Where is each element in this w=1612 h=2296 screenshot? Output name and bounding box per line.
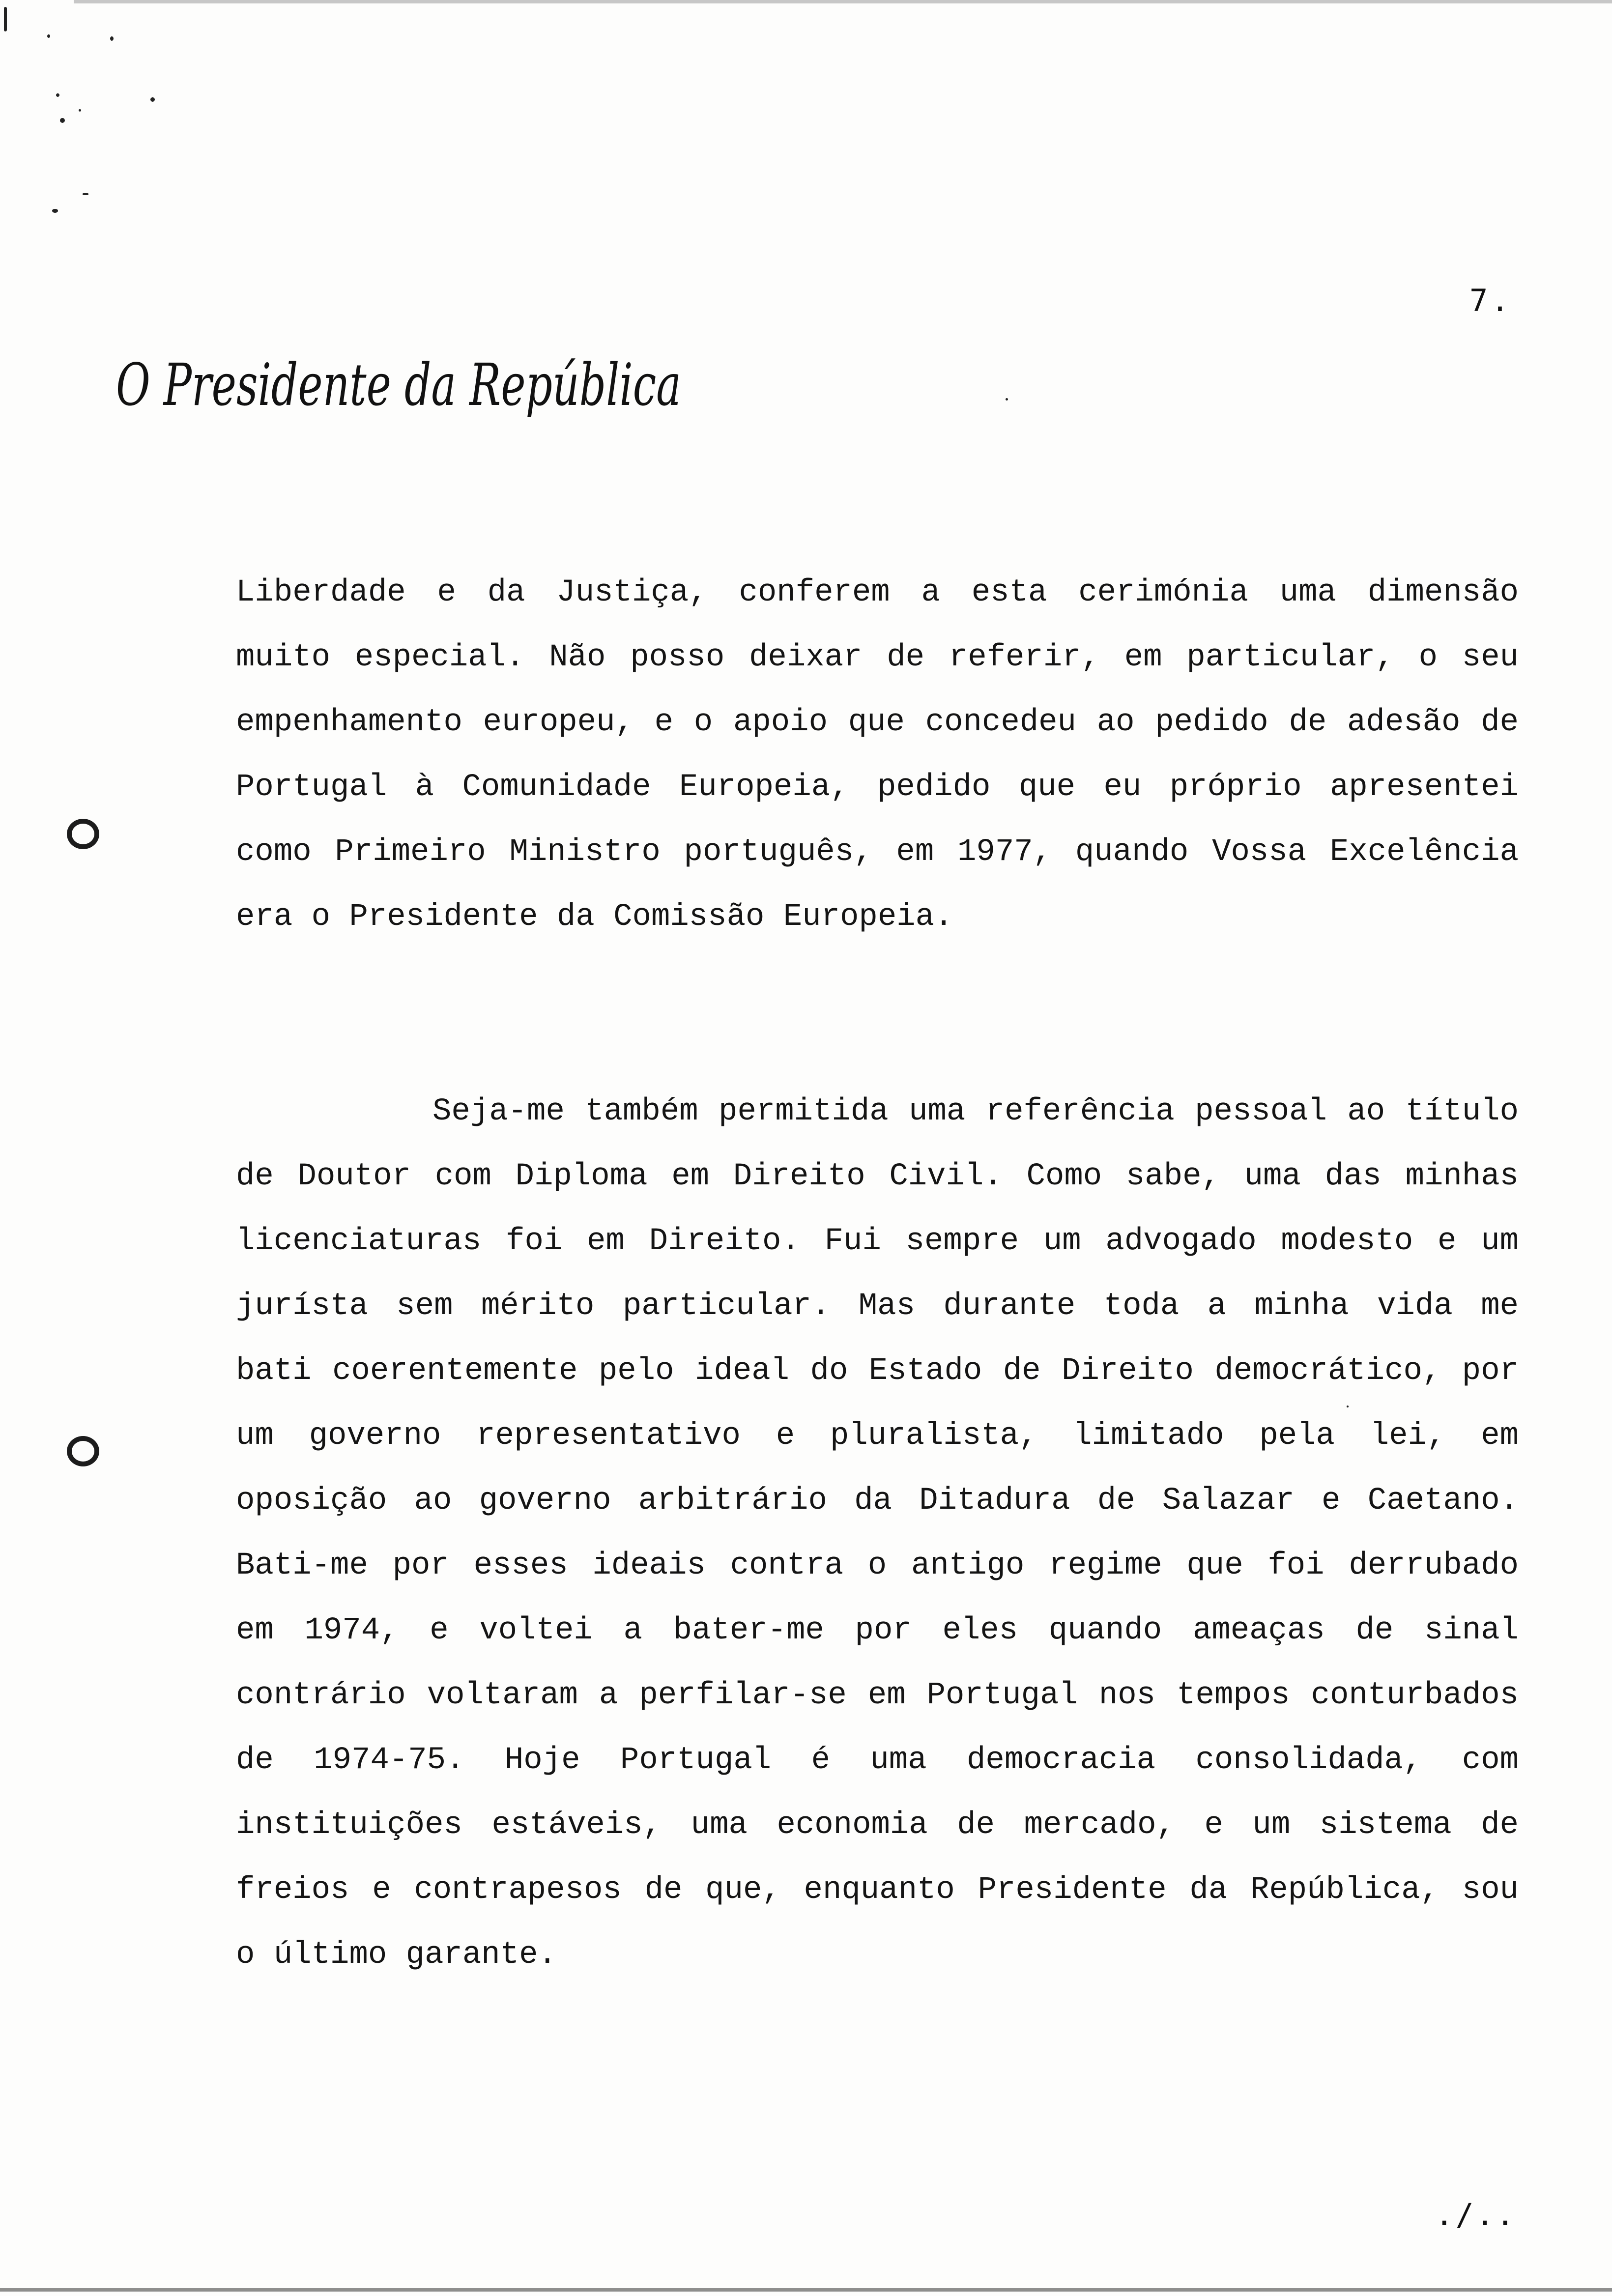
punch-hole — [67, 1436, 99, 1466]
paragraph-2: Seja-me também permitida uma referência pessoal ao título de Doutor com Diploma em Direito Civil. Como sabe, uma das minhas licenciaturas foi em Direito. Fui sempre um advogado modesto e um jurísta sem mérito particular. Mas durante toda a minha vida me bati coerentemente pelo ideal do Estado de Direito democrático, por um governo representativo e pluralista, limitado pela lei, em oposição ao governo arbitrário da Ditadura de Salazar e Caetano. Bati-me por esses ideais contra o antigo regime que foi derrubado em 1974, e voltei a bater-me por eles quando ameaças de sinal contrário voltaram a perfilar-se em Portugal nos tempos conturbados de 1974-75. Hoje Portugal é uma democracia consolidada, com instituições estáveis, uma economia de mercado, e um sistema de freios e contrapesos de que, enquanto Presidente da República, sou o último garante. — [236, 1094, 1519, 1973]
scan-speck — [52, 209, 58, 213]
paragraph-1: Liberdade e da Justiça, conferem a esta cerimónia uma dimensão muito especial. Não posso deixar de referir, em particular, o seu empenhamento europeu, e o apoio que concedeu ao pedido de adesão de Portugal à Comunidade Europeia, pedido que eu próprio apresentei como Primeiro Ministro português, em 1977, quando Vossa Excelência era o Presidente da Comissão Europeia. — [236, 575, 1519, 935]
scan-speck — [1006, 398, 1008, 401]
scan-edge-top — [74, 0, 1612, 3]
scan-speck — [4, 7, 7, 31]
scan-speck — [60, 118, 65, 123]
continuation-mark: ./.. — [1435, 2197, 1517, 2233]
letterhead-text: O Presidente da República — [116, 351, 681, 419]
scan-speck — [79, 109, 81, 112]
letterhead-title — [0, 344, 698, 432]
punch-hole — [67, 819, 99, 849]
scan-speck — [110, 36, 114, 41]
scan-speck — [150, 97, 155, 102]
scan-speck — [83, 193, 88, 195]
scan-speck — [56, 93, 59, 97]
scan-speck — [47, 34, 50, 38]
scan-edge-bottom — [0, 2288, 1612, 2292]
page-number: 7. — [1469, 283, 1512, 318]
